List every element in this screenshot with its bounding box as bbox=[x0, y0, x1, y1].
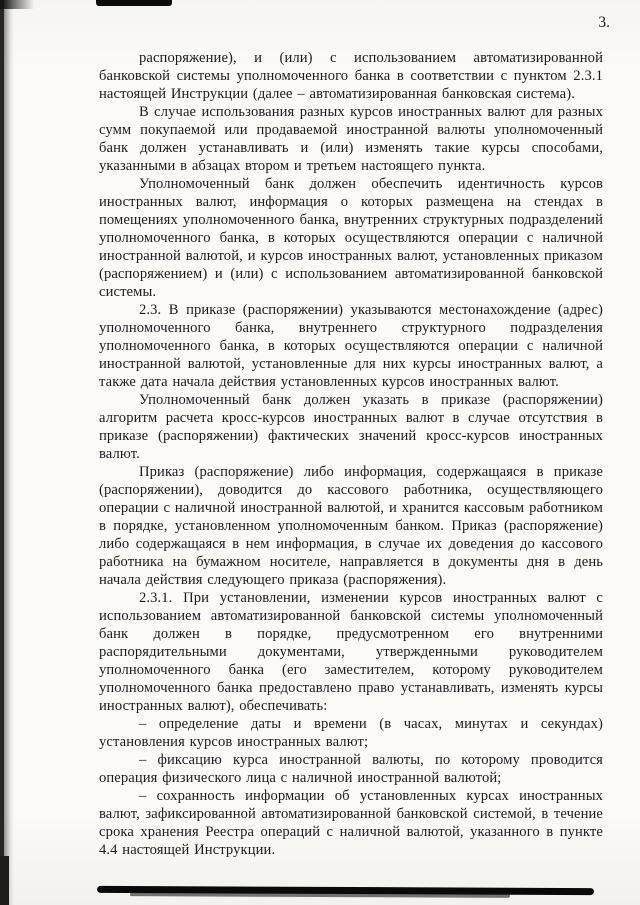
scan-artifact-top-mark bbox=[96, 0, 172, 6]
paragraph: 2.3. В приказе (распоряжении) указываются местонахождение (адрес) уполномоченного банка, внутреннего структурного подразделения уполномоченного банка, в которых осуществляются операции с наличной иностранной валютой, установленные для них курсы иностранных валют, а также дата начала действия установленных курсов иностранных валют. bbox=[99, 302, 603, 390]
paragraph: Приказ (распоряжение) либо информация, содержащаяся в приказе (распоряжении), доводится до кассового работника, осуществляющего операции с наличной иностранной валютой, и хранится кассовым работником в порядке, установленном уполномоченным банком. Приказ (распоряжение) либо содержащаяся в нем информация, в случае их доведения до кассового работника на бумажном носителе, направляется в документы дня в день начала действия следующего приказа (распоряжения). bbox=[99, 464, 603, 588]
paragraph-list-item: – фиксацию курса иностранной валюты, по которому проводится операция физического лица с наличной иностранной валютой; bbox=[99, 752, 603, 786]
paragraph: распоряжение), и (или) с использованием автоматизированной банковской системы уполномоченного банка в соответствии с пунктом 2.3.1 настоящей Инструкции (далее – автоматизированная банковская система). bbox=[99, 50, 603, 102]
paragraph: В случае использования разных курсов иностранных валют для разных сумм покупаемой или продаваемой иностранной валюты уполномоченный банк должен устанавливать и (или) изменять такие курсы способами, указанными в абзацах втором и третьем настоящего пункта. bbox=[99, 104, 603, 174]
scan-artifact-left-edge-core bbox=[0, 0, 4, 905]
paragraph-list-item: – определение даты и времени (в часах, минутах и секундах) установления курсов иностранных валют; bbox=[99, 716, 603, 750]
paragraph-list-item: – сохранность информации об установленных курсах иностранных валют, зафиксированной автоматизированной банковской системой, в течение срока хранения Реестра операций с наличной валютой, указанного в пункте 4.4 настоящей Инструкции. bbox=[99, 788, 603, 858]
scan-artifact-top-left-corner bbox=[0, 0, 34, 9]
paragraph: Уполномоченный банк должен указать в приказе (распоряжении) алгоритм расчета кросс-курсов иностранных валют в случае отсутствия в приказе (распоряжении) фактических значений кросс-курсов иностранных валют. bbox=[99, 392, 603, 462]
scan-artifact-bottom-smear-secondary bbox=[130, 892, 510, 898]
scan-artifact-bottom-left-edge bbox=[0, 856, 9, 905]
page-number: 3. bbox=[598, 14, 610, 31]
document-text-column bbox=[99, 49, 603, 859]
paragraph: Уполномоченный банк должен обеспечить идентичность курсов иностранных валют, информация о которых размещена на стендах в помещениях уполномоченного банка, внутренних структурных подразделений уполномоченного банка, в которых осуществляются операции с наличной иностранной валютой, и курсов иностранных валют, установленных приказом (распоряжением) и (или) с использованием автоматизированной банковской системы. bbox=[99, 176, 603, 300]
paragraph: 2.3.1. При установлении, изменении курсов иностранных валют с использованием автоматизированной банковской системы уполномоченный банк должен в порядке, предусмотренном его внутренними распорядительными документами, утвержденными руководителем уполномоченного банка (его заместителем, которому руководителем уполномоченного банка предоставлено право устанавливать, изменять курсы иностранных валют), обеспечивать: bbox=[99, 590, 603, 714]
